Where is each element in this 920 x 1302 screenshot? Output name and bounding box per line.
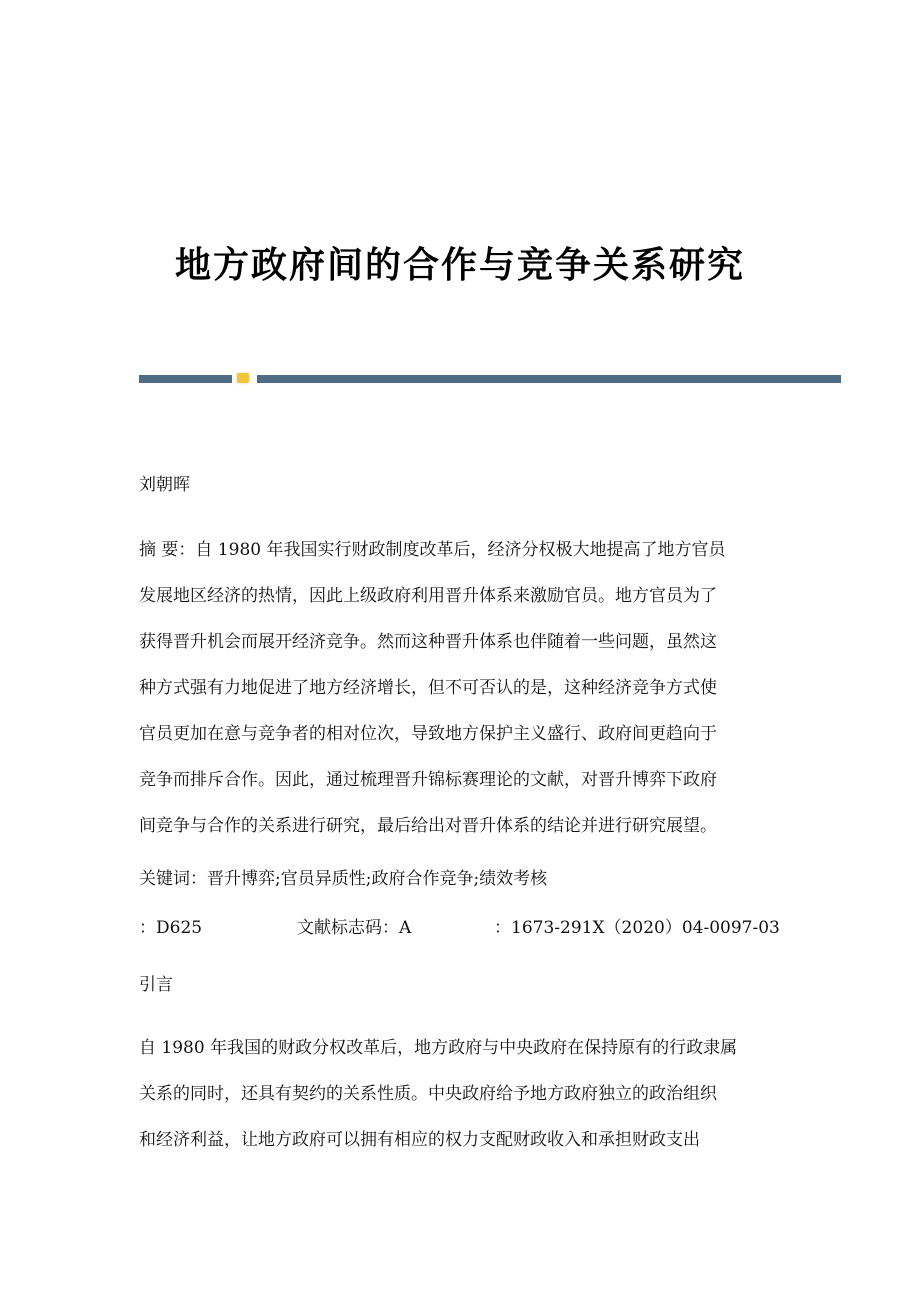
abstract-line: 摘 要：自 1980 年我国实行财政制度改革后，经济分权极大地提高了地方官员	[139, 540, 726, 560]
article-meta	[139, 899, 779, 957]
title-divider	[139, 375, 841, 383]
document-body	[139, 466, 779, 1163]
abstract-line: 官员更加在意与竞争者的相对位次，导致地方保护主义盛行、政府间更趋向于	[139, 724, 717, 744]
author-name: 刘朝晖	[139, 475, 190, 495]
body-paragraph	[139, 1025, 779, 1163]
divider-bar-left	[139, 375, 232, 383]
article-number: ：1673-291X（2020）04-0097-03	[494, 918, 780, 938]
keywords: 关键词：晋升博弈;官员异质性;政府合作竞争;绩效考核	[139, 869, 548, 889]
divider-bar-right	[257, 375, 841, 383]
abstract	[139, 527, 779, 849]
abstract-line: 获得晋升机会而展开经济竞争。然而这种晋升体系也伴随着一些问题，虽然这	[139, 632, 717, 652]
section-heading: 引言	[139, 975, 173, 995]
body-line: 自 1980 年我国的财政分权改革后，地方政府与中央政府在保持原有的行政隶属	[139, 1038, 738, 1058]
page-title: 地方政府间的合作与竞争关系研究	[174, 244, 745, 287]
divider-ornament-icon	[237, 373, 249, 383]
classification-number: ：D625	[139, 918, 203, 938]
document-code: 文献标志码：A	[297, 918, 412, 938]
abstract-line: 发展地区经济的热情，因此上级政府利用晋升体系来激励官员。地方官员为了	[139, 586, 717, 606]
abstract-line: 竞争而排斥合作。因此，通过梳理晋升锦标赛理论的文献，对晋升博弈下政府	[139, 770, 717, 790]
body-line: 关系的同时，还具有契约的关系性质。中央政府给予地方政府独立的政治组织	[139, 1084, 717, 1104]
abstract-line: 种方式强有力地促进了地方经济增长，但不可否认的是，这种经济竞争方式使	[139, 678, 717, 698]
abstract-line: 间竞争与合作的关系进行研究，最后给出对晋升体系的结论并进行研究展望。	[139, 816, 717, 836]
body-line: 和经济利益，让地方政府可以拥有相应的权力支配财政收入和承担财政支出	[139, 1130, 700, 1150]
